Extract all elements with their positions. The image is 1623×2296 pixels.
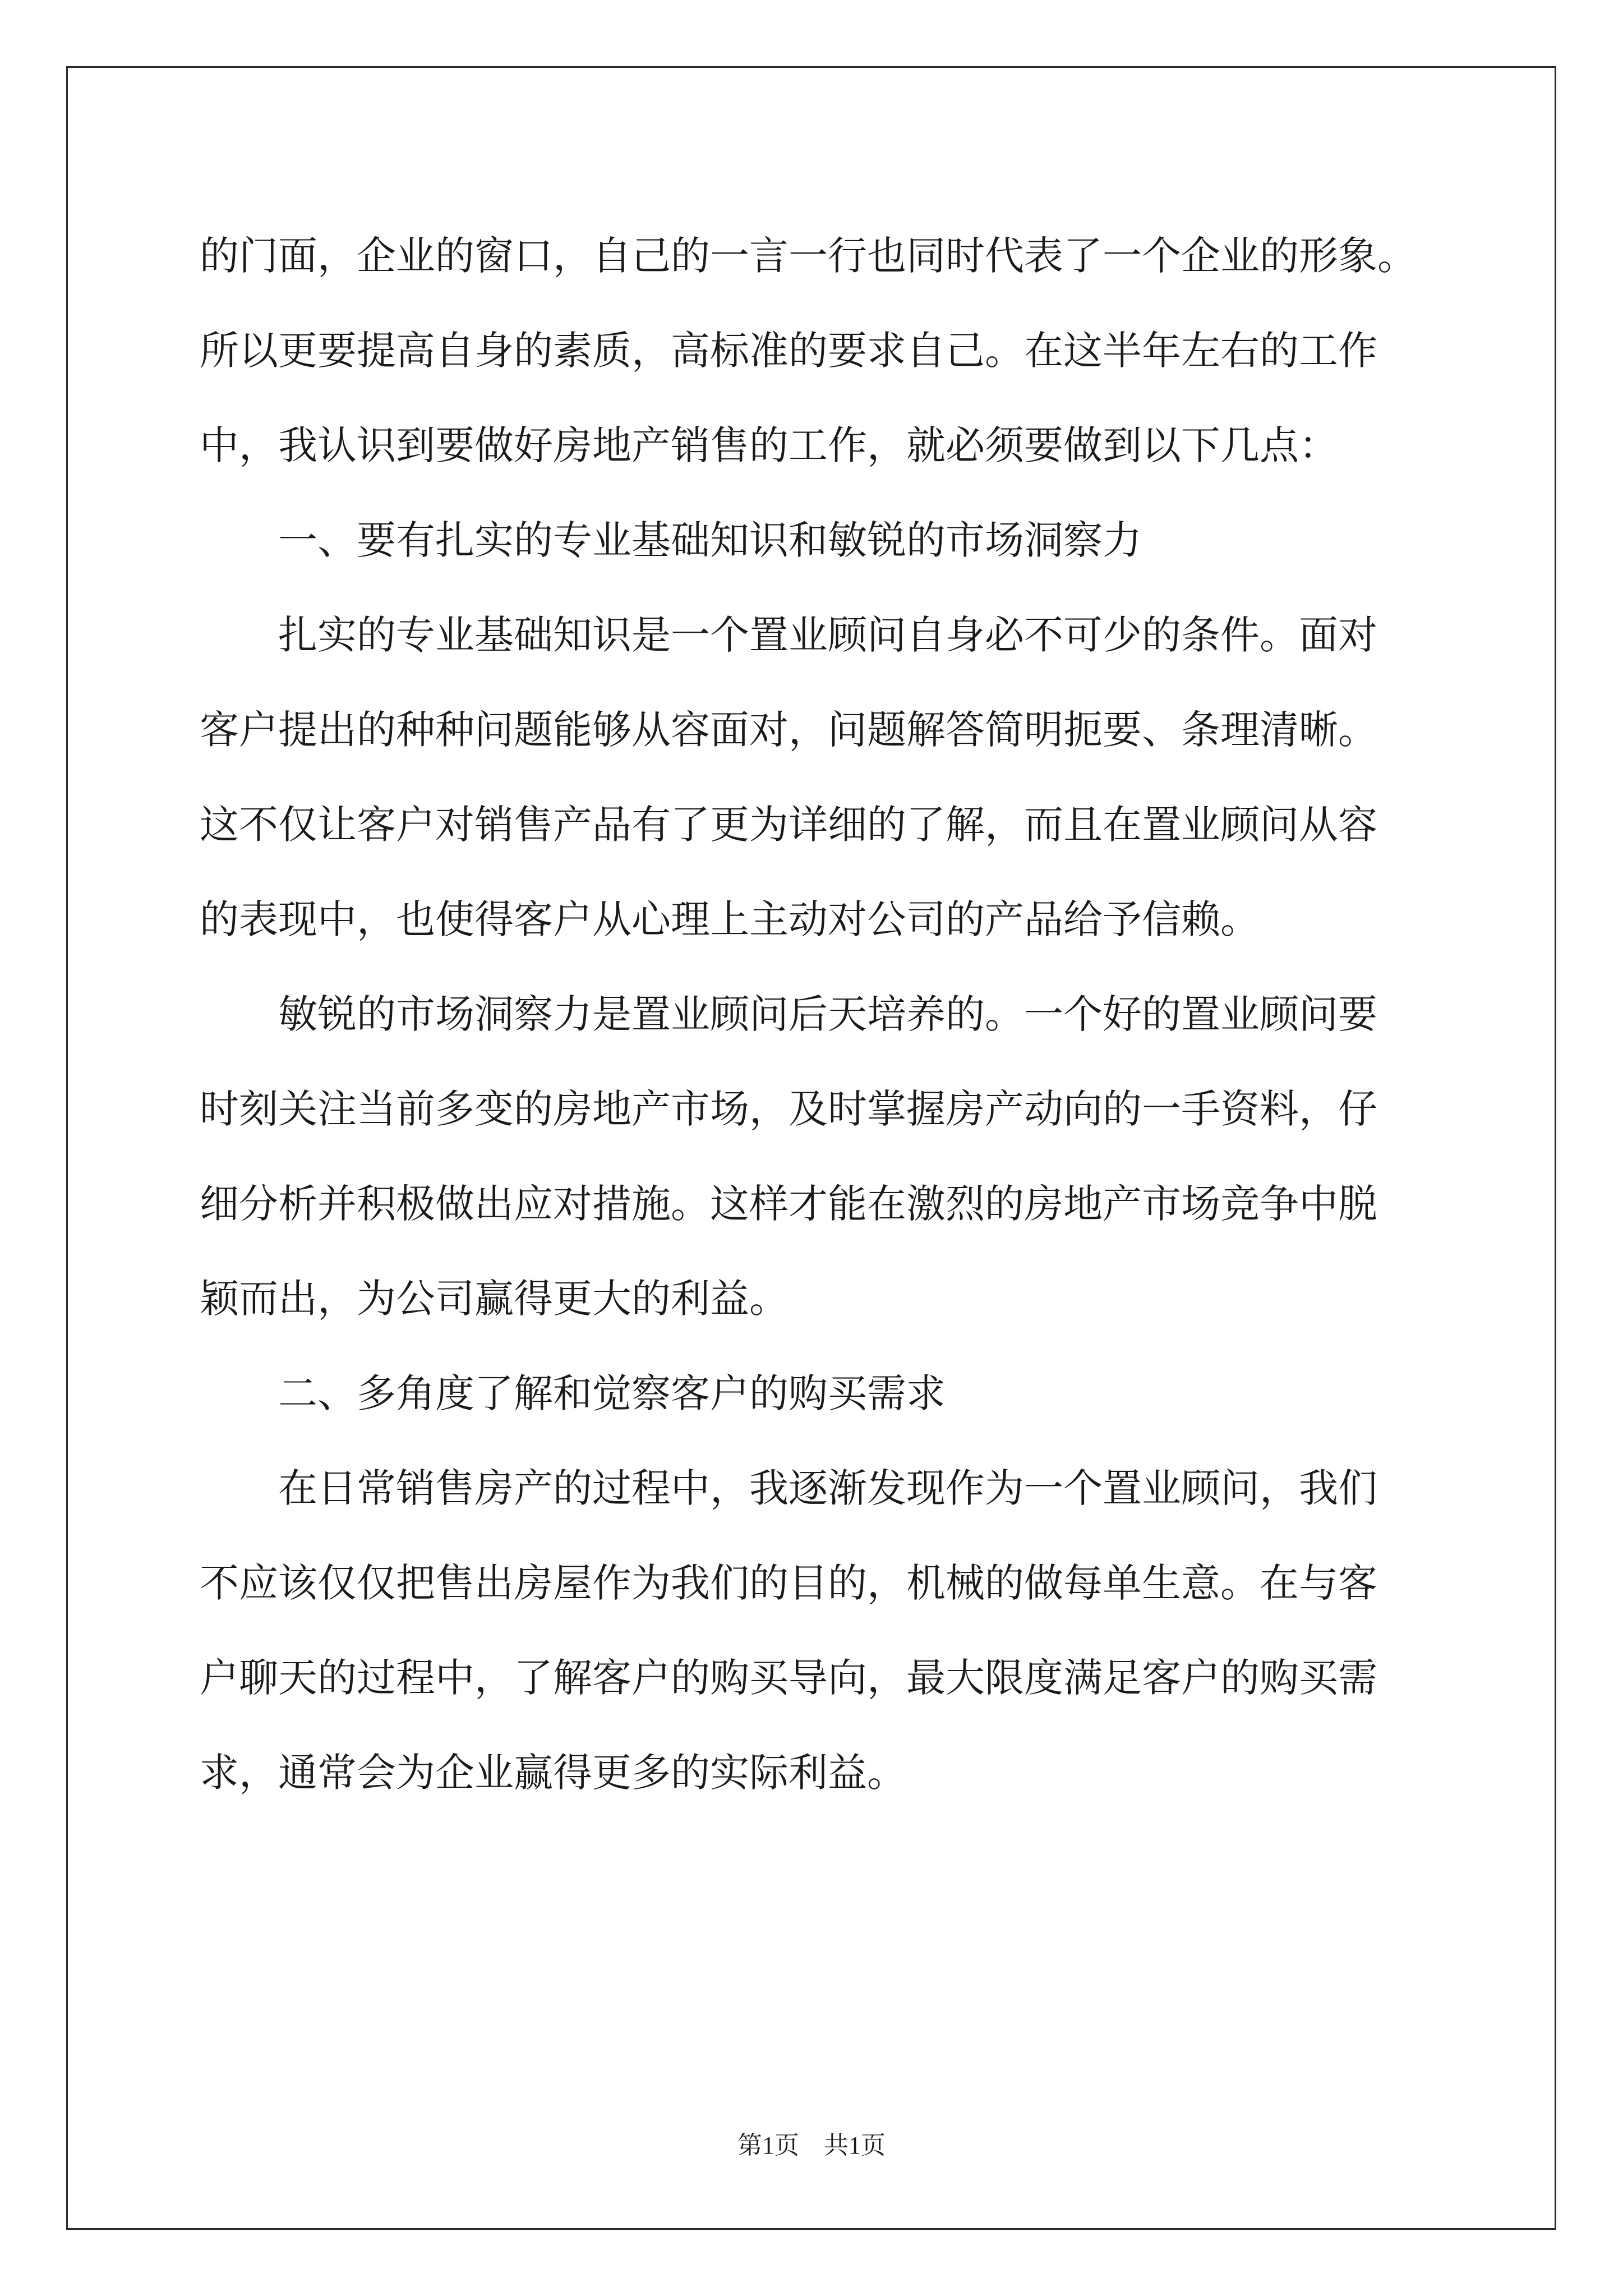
section-heading-2: 二、多角度了解和觉察客户的购买需求 <box>278 1370 946 1416</box>
text-line: 颖而出，为公司赢得更大的利益。 <box>200 1276 789 1322</box>
text-line: 在日常销售房产的过程中，我逐渐发现作为一个置业顾问，我们 <box>278 1465 1377 1511</box>
text-line: 敏锐的市场洞察力是置业顾问后天培养的。一个好的置业顾问要 <box>278 991 1377 1037</box>
text-line: 不应该仅仅把售出房屋作为我们的目的，机械的做每单生意。在与客 <box>200 1560 1377 1606</box>
text-line: 客户提出的种种问题能够从容面对，问题解答简明扼要、条理清晰。 <box>200 707 1377 753</box>
section-heading-1: 一、要有扎实的专业基础知识和敏锐的市场洞察力 <box>278 517 1142 563</box>
text-line: 求，通常会为企业赢得更多的实际利益。 <box>200 1750 906 1796</box>
text-line: 的门面，企业的窗口，自己的一言一行也同时代表了一个企业的形象。 <box>200 233 1417 279</box>
text-line: 这不仅让客户对销售产品有了更为详细的了解，而且在置业顾问从容 <box>200 802 1377 848</box>
text-line: 的表现中，也使得客户从心理上主动对公司的产品给予信赖。 <box>200 896 1260 942</box>
text-line: 时刻关注当前多变的房地产市场，及时掌握房产动向的一手资料，仔 <box>200 1086 1377 1132</box>
page-number-footer: 第1页 共1页 <box>737 2132 886 2159</box>
document-body <box>200 209 1428 1820</box>
text-line: 扎实的专业基础知识是一个置业顾问自身必不可少的条件。面对 <box>278 612 1377 658</box>
text-line: 细分析并积极做出应对措施。这样才能在激烈的房地产市场竞争中脱 <box>200 1181 1377 1227</box>
text-line: 所以更要提高自身的素质，高标准的要求自己。在这半年左右的工作 <box>200 328 1377 374</box>
text-line: 中，我认识到要做好房地产销售的工作，就必须要做到以下几点： <box>200 422 1338 468</box>
text-line: 户聊天的过程中，了解客户的购买导向，最大限度满足客户的购买需 <box>200 1655 1377 1701</box>
